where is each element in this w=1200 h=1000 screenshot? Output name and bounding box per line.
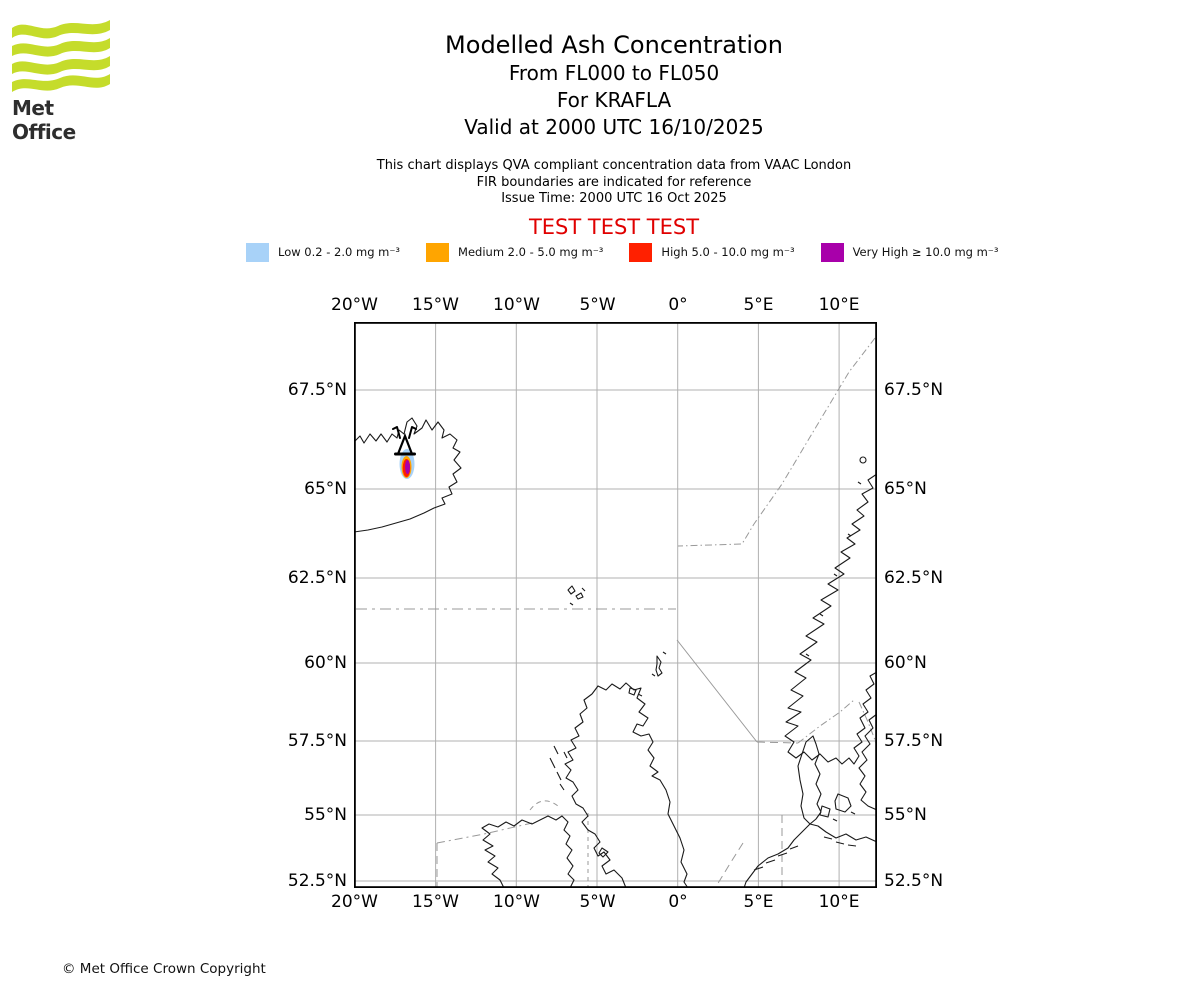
lat-tick-right-1: 65°N <box>884 479 927 499</box>
coast-great-britain <box>565 683 688 888</box>
legend-label-0: Low 0.2 - 2.0 mg m⁻³ <box>278 245 401 259</box>
fir-line-diagonal <box>677 640 757 742</box>
coast-ireland <box>482 816 574 888</box>
subtitle-valid-time: Valid at 2000 UTC 16/10/2025 <box>464 115 764 139</box>
map-canvas <box>354 322 877 888</box>
legend-item-3 <box>821 243 999 262</box>
legend-swatch-1 <box>426 243 449 262</box>
legend-label-3: Very High ≥ 10.0 mg m⁻³ <box>852 245 999 259</box>
lat-tick-left-3: 60°N <box>304 653 347 673</box>
lat-tick-left-0: 67.5°N <box>287 380 347 400</box>
lon-tick-top-3: 5°W <box>579 295 616 315</box>
lon-tick-bottom-2: 10°W <box>493 892 540 912</box>
coast-faroes <box>568 586 585 605</box>
lat-tick-left-2: 62.5°N <box>287 568 347 588</box>
lon-tick-bottom-4: 0° <box>668 892 688 912</box>
info-line-issue-time: Issue Time: 2000 UTC 16 Oct 2025 <box>501 191 727 206</box>
fir-line-northeast <box>678 338 875 546</box>
coast-denmark <box>798 736 855 824</box>
lat-tick-left-4: 57.5°N <box>287 731 347 751</box>
coast-shetland <box>652 652 666 676</box>
coast-norway-islands <box>806 457 866 656</box>
logo-wordmark: Met Office <box>12 96 76 144</box>
legend <box>246 241 998 263</box>
lon-tick-top-1: 15°W <box>412 295 459 315</box>
info-block <box>54 158 1174 208</box>
lon-tick-bottom-1: 15°W <box>412 892 459 912</box>
fir-boundaries <box>356 338 877 888</box>
lon-tick-top-2: 10°W <box>493 295 540 315</box>
subtitle-volcano: For KRAFLA <box>556 88 672 112</box>
lat-tick-left-6: 52.5°N <box>287 871 347 891</box>
grid-lines <box>354 322 877 888</box>
info-line-qva: This chart displays QVA compliant concentration data from VAAC London <box>376 158 852 173</box>
legend-label-1: Medium 2.0 - 5.0 mg m⁻³ <box>458 245 604 259</box>
legend-item-1 <box>426 243 603 262</box>
legend-swatch-3 <box>821 243 844 262</box>
legend-swatch-2 <box>629 243 652 262</box>
copyright-notice: © Met Office Crown Copyright <box>62 961 266 977</box>
fir-line-oslo <box>798 700 854 743</box>
lon-tick-bottom-6: 10°E <box>818 892 860 912</box>
lat-tick-right-4: 57.5°N <box>884 731 944 751</box>
lon-tick-top-6: 10°E <box>818 295 860 315</box>
coast-continental-europe <box>744 824 877 888</box>
lat-tick-right-3: 60°N <box>884 653 927 673</box>
legend-swatch-0 <box>246 243 269 262</box>
lon-tick-bottom-0: 20°W <box>331 892 378 912</box>
lat-tick-right-5: 55°N <box>884 805 927 825</box>
lat-tick-left-1: 65°N <box>304 479 347 499</box>
page-title: Modelled Ash Concentration <box>445 31 783 59</box>
subtitle-flight-levels: From FL000 to FL050 <box>508 61 720 85</box>
lat-tick-right-6: 52.5°N <box>884 871 944 891</box>
coast-sweden <box>859 714 877 810</box>
lon-tick-top-5: 5°E <box>743 295 774 315</box>
fir-line-skagerrak <box>757 742 798 743</box>
info-line-fir: FIR boundaries are indicated for reference <box>476 174 752 190</box>
coast-hebrides <box>550 746 567 790</box>
lon-tick-bottom-3: 5°W <box>579 892 616 912</box>
lon-tick-bottom-5: 5°E <box>743 892 774 912</box>
lat-tick-right-0: 67.5°N <box>884 380 944 400</box>
fir-line-ni-arc <box>530 801 558 810</box>
legend-label-2: High 5.0 - 10.0 mg m⁻³ <box>661 245 795 259</box>
lat-tick-right-2: 62.5°N <box>884 568 944 588</box>
lat-tick-left-5: 55°N <box>304 805 347 825</box>
lon-tick-top-0: 20°W <box>331 295 378 315</box>
lon-tick-top-4: 0° <box>668 295 688 315</box>
legend-item-0 <box>246 243 400 262</box>
legend-item-2 <box>629 243 794 262</box>
test-banner: TEST TEST TEST <box>528 215 700 239</box>
coast-norway <box>785 474 877 764</box>
title-block <box>54 30 1174 141</box>
ash-plume-very-high <box>405 460 410 474</box>
map-frame <box>355 323 876 887</box>
